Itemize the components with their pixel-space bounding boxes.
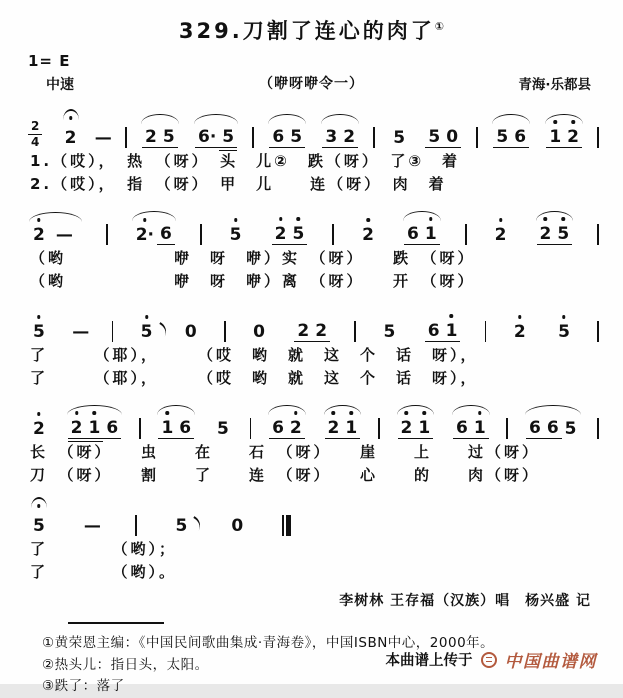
note: 1 bbox=[415, 418, 433, 439]
lyric-line: 了 （哟）； bbox=[30, 540, 178, 558]
bar-line bbox=[332, 224, 334, 245]
note-group bbox=[212, 419, 234, 439]
page-title bbox=[0, 14, 623, 44]
note: 2 bbox=[30, 225, 48, 245]
note: 2 bbox=[340, 127, 358, 148]
music-system bbox=[0, 493, 623, 583]
footnote-2: ②热头儿：指日头，太阳。 bbox=[42, 656, 209, 673]
note: 5 bbox=[173, 516, 191, 536]
lyric-line: 长 （呀） 虫 在 石 （呀） 崖 上 过（呀） bbox=[30, 443, 541, 461]
key-signature: 1= E bbox=[28, 52, 71, 70]
final-bar-thin bbox=[282, 515, 284, 536]
note-group bbox=[136, 322, 158, 342]
note: 5 bbox=[383, 322, 396, 342]
final-bar-thick bbox=[286, 515, 291, 536]
note-group bbox=[180, 322, 202, 342]
note: 0 bbox=[184, 322, 197, 342]
note: 1 bbox=[443, 321, 461, 342]
lyric-line: （哟 咿 呀 咿）实 （呀） 跌 （呀） bbox=[30, 249, 476, 267]
final-bar-line bbox=[282, 515, 291, 536]
bar-line bbox=[485, 321, 487, 342]
header-row bbox=[0, 73, 623, 95]
note-group bbox=[491, 127, 531, 148]
note: 6 bbox=[526, 418, 544, 439]
note: 6 bbox=[176, 418, 194, 439]
note-group bbox=[66, 418, 124, 439]
note: 5 bbox=[227, 225, 245, 245]
note-group bbox=[524, 418, 582, 439]
note-group bbox=[490, 225, 512, 245]
genre-label: （咿呀咿令一） bbox=[259, 76, 364, 92]
note: 6 bbox=[425, 321, 443, 342]
music-system bbox=[0, 202, 623, 292]
time-signature-numerator: 2 bbox=[28, 120, 42, 135]
note: 2 bbox=[142, 127, 160, 148]
bar-line bbox=[200, 224, 202, 245]
note: 5 bbox=[425, 127, 443, 148]
note-group bbox=[28, 516, 50, 536]
note-group bbox=[140, 127, 180, 148]
uploader-watermark bbox=[386, 647, 598, 672]
note: 0 bbox=[443, 127, 461, 148]
note: 6 bbox=[511, 127, 529, 148]
note-group bbox=[248, 322, 270, 342]
footnote-3: ③跌了：落了 bbox=[42, 678, 125, 694]
note: 5 bbox=[219, 127, 237, 148]
lyric-line: 刀 （呀） 割 了 连 （呀） 心 的 肉（呀） bbox=[30, 465, 541, 484]
bar-line bbox=[106, 224, 108, 245]
note-group bbox=[267, 127, 307, 148]
note: 5 bbox=[393, 128, 406, 148]
footnote-1: ①黄荣恩主编：《中国民间歌曲集成·青海卷》，中国ISBN中心，2000年。 bbox=[42, 635, 495, 651]
bar-line bbox=[135, 515, 137, 536]
bar-line bbox=[373, 127, 375, 148]
bar-line bbox=[354, 321, 356, 342]
lyric-line: 了 （耶）， （哎 哟 就 这 个 话 呀）， bbox=[30, 346, 479, 364]
qupu-site-logo-icon bbox=[481, 652, 497, 668]
note-group bbox=[423, 127, 463, 148]
note: 0 bbox=[253, 322, 265, 342]
bar-line bbox=[465, 224, 467, 245]
note: 2 bbox=[64, 128, 77, 148]
bar-line bbox=[252, 127, 254, 148]
note: 5 bbox=[289, 224, 307, 245]
note-group bbox=[379, 322, 401, 342]
lyric-line: （哟 咿 呀 咿）离 （呀） 开 （呀） bbox=[30, 271, 476, 290]
note: 2 bbox=[68, 418, 86, 439]
note: 2 bbox=[294, 321, 312, 342]
note: 2 bbox=[272, 224, 290, 245]
score bbox=[0, 99, 623, 583]
note-group bbox=[423, 321, 463, 342]
note: 6 bbox=[453, 418, 471, 439]
bar-line bbox=[506, 418, 508, 439]
note: 2 bbox=[312, 321, 330, 342]
note: 2 bbox=[564, 127, 582, 148]
note-group bbox=[320, 127, 360, 148]
bar-line bbox=[597, 321, 599, 342]
bar-line bbox=[476, 127, 478, 148]
note-group bbox=[171, 516, 193, 536]
duration-dash: — bbox=[72, 322, 90, 342]
bar-line bbox=[597, 418, 599, 439]
note-group bbox=[156, 418, 196, 439]
bar-line bbox=[139, 418, 141, 439]
note-group bbox=[357, 225, 379, 245]
note: 1 bbox=[158, 418, 176, 439]
note-group bbox=[509, 322, 531, 342]
note: 6 bbox=[269, 418, 287, 439]
title-footnote-mark: ① bbox=[434, 20, 445, 33]
note: 5 bbox=[287, 127, 305, 148]
footnote-separator bbox=[68, 622, 164, 624]
note-group bbox=[451, 418, 491, 439]
note: 2 bbox=[537, 224, 555, 245]
note-group bbox=[28, 322, 50, 342]
note: 6· bbox=[195, 127, 219, 148]
note: 5 bbox=[216, 419, 229, 439]
uploader-prefix: 本曲谱上传于 bbox=[385, 653, 473, 669]
note: 1 bbox=[85, 418, 103, 439]
duration-dash: — bbox=[94, 128, 112, 148]
duration-dash: — bbox=[83, 516, 101, 536]
bar-line bbox=[224, 321, 226, 342]
note: 2 bbox=[398, 418, 416, 439]
note-group bbox=[60, 128, 82, 148]
note: 5 bbox=[138, 322, 156, 342]
region-label: 青海·乐都县 bbox=[518, 77, 591, 93]
bar-line bbox=[125, 127, 127, 148]
notes-row bbox=[28, 493, 599, 536]
note-group bbox=[28, 419, 50, 439]
note: 2 bbox=[287, 418, 305, 439]
note: 5 bbox=[564, 419, 577, 439]
note-group bbox=[323, 418, 363, 439]
note-group bbox=[396, 418, 436, 439]
note-group bbox=[553, 322, 575, 342]
note: 6 bbox=[157, 224, 175, 245]
note-group bbox=[267, 418, 307, 439]
bar-line bbox=[250, 418, 252, 439]
note-group bbox=[292, 321, 332, 342]
notes-row bbox=[28, 396, 599, 439]
note: 2 bbox=[492, 225, 510, 245]
note-group bbox=[535, 224, 575, 245]
note-group bbox=[402, 224, 442, 245]
notes-row bbox=[28, 202, 599, 245]
lyric-line: 1.（哎）， 热 （呀） 头 儿② 跌（呀） 了③ 着 bbox=[30, 152, 461, 170]
note-group bbox=[225, 225, 247, 245]
tempo-marking: 中速 bbox=[46, 77, 74, 93]
time-signature bbox=[28, 120, 42, 148]
note: — bbox=[55, 225, 73, 245]
bar-line bbox=[112, 321, 114, 342]
note: 1 bbox=[342, 418, 360, 439]
note: 5 bbox=[33, 516, 45, 536]
note-group bbox=[388, 128, 410, 148]
lyric-line: 了 （哟）。 bbox=[30, 562, 178, 581]
note: 0 bbox=[231, 516, 244, 536]
lyric-line: 了 （耶）， （哎 哟 就 这 个 话 呀）， bbox=[30, 368, 479, 387]
note: 2 bbox=[511, 322, 529, 342]
note: 2 bbox=[325, 418, 343, 439]
time-signature-denominator: 4 bbox=[31, 135, 40, 149]
note-group bbox=[193, 127, 239, 148]
song-title-text: 329.刀割了连心的肉了 bbox=[178, 19, 435, 43]
note: 2 bbox=[359, 225, 377, 245]
note: 5 bbox=[493, 127, 511, 148]
note: 6 bbox=[404, 224, 422, 245]
note: 6 bbox=[103, 418, 121, 439]
music-system bbox=[0, 299, 623, 389]
note-group bbox=[28, 225, 83, 245]
note: 6 bbox=[544, 418, 562, 439]
note: 2 bbox=[30, 419, 48, 439]
bar-line bbox=[378, 418, 380, 439]
note-group bbox=[131, 224, 177, 245]
note: 2· bbox=[133, 225, 157, 245]
note-group bbox=[544, 127, 584, 148]
bar-line bbox=[597, 224, 599, 245]
note-group bbox=[270, 224, 310, 245]
note: 1 bbox=[546, 127, 564, 148]
note-group bbox=[226, 516, 248, 536]
note: 3 bbox=[322, 127, 340, 148]
note: 5 bbox=[160, 127, 178, 148]
notes-row bbox=[28, 99, 599, 148]
note: 6 bbox=[269, 127, 287, 148]
bar-line bbox=[597, 127, 599, 148]
music-system bbox=[0, 396, 623, 486]
qupu-site-name: 中国曲谱网 bbox=[504, 652, 597, 672]
note: 5 bbox=[555, 322, 573, 342]
attribution: 李树林 王存福（汉族）唱 杨兴盛 记 bbox=[339, 593, 591, 609]
note: 5 bbox=[554, 224, 572, 245]
notes-row bbox=[28, 299, 599, 342]
music-system bbox=[0, 99, 623, 195]
note: 5 bbox=[30, 322, 48, 342]
lyric-line: 2.（哎）， 指 （呀） 甲 儿 连（呀） 肉 着 bbox=[30, 174, 447, 193]
note: 1 bbox=[471, 418, 489, 439]
note: 1 bbox=[422, 224, 440, 245]
